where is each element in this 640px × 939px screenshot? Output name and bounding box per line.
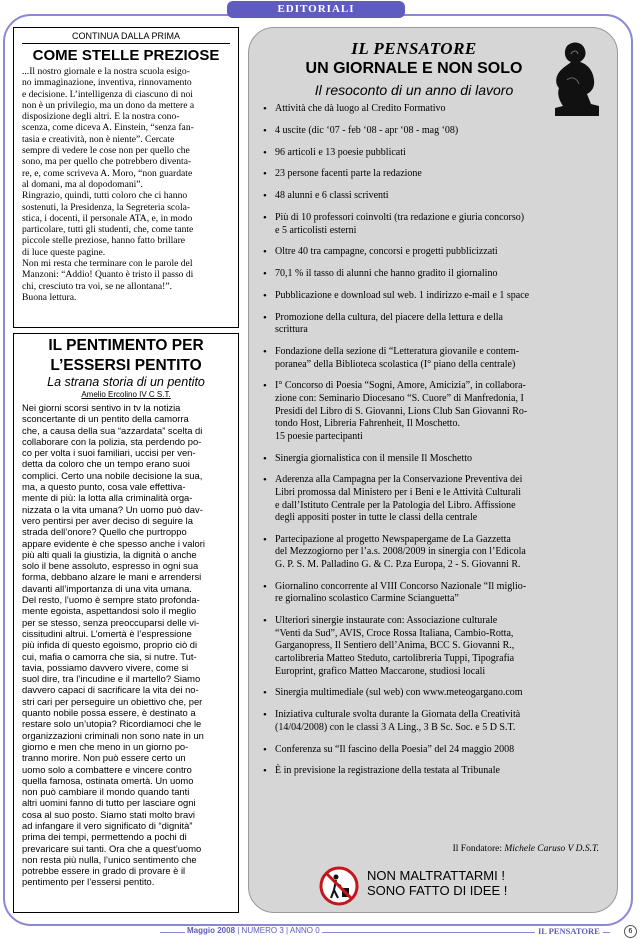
founder-credit <box>453 844 599 854</box>
article-author: Amelio Ercolino IV C S.T. <box>81 390 171 399</box>
list-item: • Giornalino concorrente al VIII Concorso Nazionale “Il miglio- re giornalino scolastico Carmine Scianguetta” <box>263 581 609 606</box>
list-item: • 4 uscite (dic ‘07 - feb ‘08 - apr ‘08 - mag ‘08) <box>263 125 609 138</box>
stamp-line-2: SONO FATTO DI IDEE ! <box>367 883 508 898</box>
summary-list <box>263 103 609 787</box>
article-title-line2: L’ESSERSI PENTITO <box>50 357 202 374</box>
list-item: • Aderenza alla Campagna per la Conservazione Preventiva dei Libri promossa dal Ministero per i Beni e le Attività Culturali e dall’Istituto Centrale per la Patologia del Libro. Affissione degli appositi poster in tutte le classi della centrale <box>263 474 609 524</box>
continued-label: CONTINUA DALLA PRIMA <box>22 28 230 44</box>
article-come-stelle-preziose <box>13 27 239 328</box>
list-item: • Ulteriori sinergie instaurate con: Associazione culturale “Venti da Sud”, AVIS, Croce Rossa Italiana, Cambio-Rotta, Garganopress, Il Sentiero dell’Anima, BCC S. Giovanni R., cartolibreria Matteo Steduto, cartolibreria Tuppi, Tipografia Europrint, grafico Matteo Maccarone, studiosi locali <box>263 615 609 678</box>
article-pentimento <box>13 333 239 913</box>
list-item: • 23 persone facenti parte la redazione <box>263 168 609 181</box>
footer-date: Maggio 2008 <box>187 926 236 935</box>
list-item: • Oltre 40 tra campagne, concorsi e progetti pubblicizzati <box>263 246 609 259</box>
article-title-line1: IL PENTIMENTO PER <box>48 337 204 354</box>
article-body: Nei giorni scorsi sentivo in tv la notizia sconcertante di un pentito della camorra che, a causa della sua “azzardata” scelta di collaborare con la polizia, sta perdendo po- co per volta i suoi familiari, uccisi per ven- detta da coloro che un tempo erano suoi complici. Certo una nobile decisione la sua, ma, a questo punto, cosa vale effettiva- mente di più: la lotta alla criminalità orga- nizzata o la vita umana? Un uomo può dav- vero pentirsi per aver deciso di seguire la strada dell’onore? Quello che purtroppo appare evidente è che spesso anche i valori più alti quali la giustizia, la dignità o anche solo il bene assoluto, espresso in ogni sua forma, debbano alzare le mani e arrendersi davanti all’importanza di una vita umana. Del resto, l’uomo è sempre stato profonda- mente egoista, aspettandosi solo il meglio per se stesso, senza preoccuparsi delle vi- cissitudini altrui. L’omertà è l’espressione più infida di questo egoismo, proprio ciò di cui, mafia o camorra che sia, si nutre. Tut- tavia, possiamo davvero vivere, come si suol dire, tra l’incudine e il martello? Siamo davvero capaci di sacrificare la vita dei no- stri cari per perseguire un obiettivo che, per quanto nobile possa essere, è destinato a restare solo un’utopia? Ricordiamoci che le organizzazioni criminali non sono nate in un giorno e men che meno in un giorno po- tranno morire. Non può essere certo un uomo solo a combattere e vincere contro quella famosa, ostinata omertà. Un uomo non può cambiare il mondo quando tanti altri uomini fanno di tutto per lasciare ogni cosa al suo posto. Siamo stati molto bravi ad infangare il vero significato di “dignità” prima dei tempi, permettendo a pochi di prevaricare sui tanti. Ora che a quest’uomo non resta più nulla, l’unico sentimento che potrebbe essere in grado di provare è il pentimento per l’essersi pentito. <box>22 402 205 888</box>
footer-issue-info <box>185 926 322 935</box>
list-item: • I° Concorso di Poesia “Sogni, Amore, Amicizia”, in collabora- zione con: Seminario Diocesano “S. Cuore” di Manfredonia, I Presidi del Libro di S. Giovanni, Lions Club San Giovanni Ro- tondo Host, Libreria Fahrenheit, Il Moschetto. 15 poesie partecipanti <box>263 380 609 443</box>
list-item: • 96 articoli e 13 poesie pubblicati <box>263 147 609 160</box>
list-item: • Più di 10 professori coinvolti (tra redazione e giuria concorso) e 5 articolisti esterni <box>263 212 609 237</box>
article-title: COME STELLE PREZIOSE <box>32 47 220 64</box>
stamp-line-1: NON MALTRATTARMI ! <box>367 868 505 883</box>
page-number: 6 <box>624 925 637 938</box>
list-item: • Pubblicazione e download sul web. 1 indirizzo e-mail e 1 space <box>263 290 609 303</box>
list-item: • Conferenza su “Il fascino della Poesia” del 24 maggio 2008 <box>263 744 609 757</box>
list-item: • Promozione della cultura, del piacere della lettura e della scrittura <box>263 312 609 337</box>
section-tab: EDITORIALI <box>227 1 405 18</box>
article-subtitle: La strana storia di un pentito <box>47 375 205 389</box>
footer-issue: | NUMERO 3 | ANNO 0 <box>237 926 320 935</box>
list-item: • Sinergia giornalistica con il mensile Il Moschetto <box>263 453 609 466</box>
list-item: • Sinergia multimediale (sul web) con www.meteogargano.com <box>263 687 609 700</box>
article-body: ...Il nostro giornale e la nostra scuola esigo- no immaginazione, inventiva, rinnovamento e decisione. L’intelligenza di ciascuno di noi non è un privilegio, ma un dono da mettere a disposizione degli altri. E la nostra cono- scenza, come diceva A. Einstein, “senza fan- tasia e creatività, non è niente”. Cercate sempre di vedere le cose non per quello che sono, ma per quello che potrebbero diventa- re, e, come scriveva A. Moro, “non guardate al domani, ma al dopodomani”. Ringrazio, quindi, tutti coloro che ci hanno sostenuti, la Presidenza, la Segreteria scola- stica, i docenti, il personale ATA, e, in modo particolare, tutti gli studenti, che, come tante piccole stelle preziose, hanno fatto brillare di luce queste pagine. Non mi resta che terminare con le parole del Manzoni: “Addio! Quanto è tristo il passo di chi, cresciuto tra voi, se ne allontana!”. Buona lettura. <box>22 66 195 303</box>
list-item: • 48 alunni e 6 classi scriventi <box>263 190 609 203</box>
list-item: • 70,1 % il tasso di alunni che hanno gradito il giornalino <box>263 268 609 281</box>
list-item: • Attività che dà luogo al Credito Formativo <box>263 103 609 116</box>
founder-label: Il Fondatore: <box>452 844 502 854</box>
panel-headline: UN GIORNALE E NON SOLO <box>305 60 523 77</box>
list-item: • Fondazione della sezione di “Letteratura giovanile e contem- poranea” della Biblioteca scolastica (I° piano della centrale) <box>263 346 609 371</box>
summary-panel <box>248 27 618 913</box>
page-footer <box>0 925 640 939</box>
list-item: • Partecipazione al progetto Newspapergame de La Gazzetta del Mezzogiorno per l’a.s. 2008/2009 in sinergia con l’Edicola G. P. S. M. Palladino G. & C. P.za Europa, 2 - S. Giovanni R. <box>263 534 609 572</box>
founder-name: Michele Caruso V D.S.T. <box>504 844 599 854</box>
panel-subtitle: Il resoconto di un anno di lavoro <box>314 82 514 98</box>
no-littering-icon <box>319 866 359 906</box>
list-item: • Iniziativa culturale svolta durante la Giornata della Creatività (14/04/2008) con le classi 3 A Ling., 3 B Sc. Soc. e 5 D S.T. <box>263 709 609 734</box>
footer-magazine-name: IL PENSATORE <box>535 926 603 936</box>
list-item: • È in previsione la registrazione della testata al Tribunale <box>263 765 609 778</box>
stamp-slogan <box>367 868 507 898</box>
panel-title: IL PENSATORE <box>351 39 477 58</box>
